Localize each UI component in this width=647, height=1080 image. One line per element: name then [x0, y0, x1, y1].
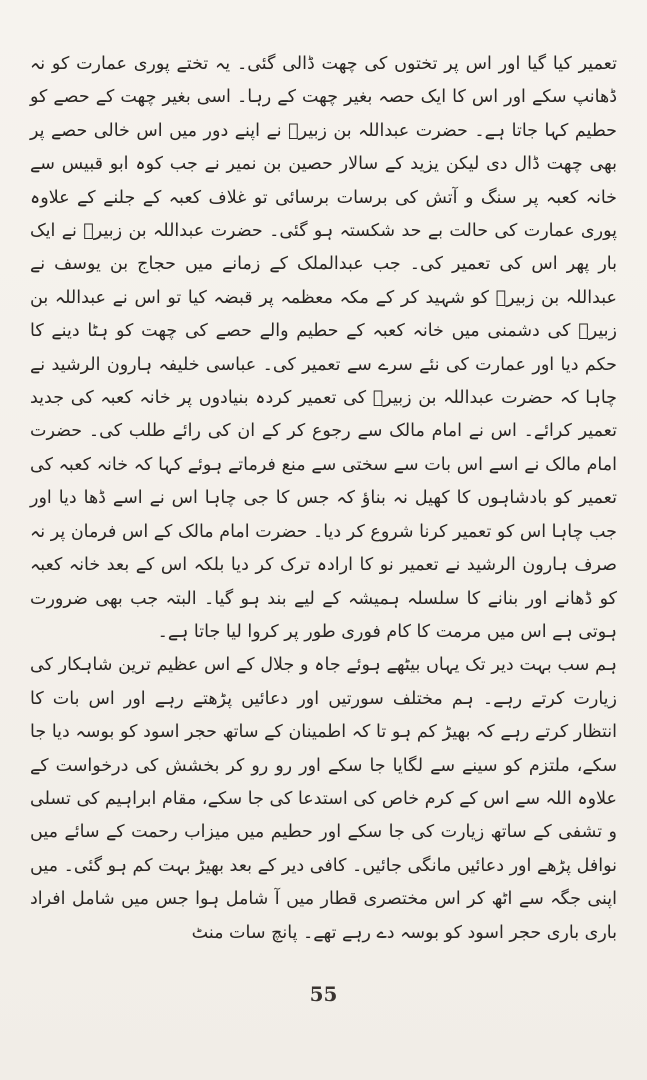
paragraph-2: ہم سب بہت دیر تک یہاں بیٹھے ہوئے جاہ و جلال کے اس عظیم ترین شاہکار کی زیارت کرتے رہے۔ ہم مختلف سورتیں اور دعائیں پڑھتے رہے اور اس بات کا انتظار کرتے رہے کہ بھیڑ کم ہو تا کہ اطمینان کے ساتھ حجر اسود کو بوسہ دیا جا سکے، ملتزم کو سینے سے لگایا جا سکے اور رو رو کر بخشش کی درخواست کے علاوہ اللہ سے اس کے کرم خاص کی استدعا کی جا سکے، مقام ابراہیم کی تسلی و تشفی کے ساتھ زیارت کی جا سکے اور حطیم میں میزاب رحمت کے سائے میں نوافل پڑھے اور دعائیں مانگی جائیں۔ کافی دیر کے بعد بھیڑ بہت کم ہو گئی۔ میں اپنی جگہ سے اٹھ کر اس مختصری قطار میں آ شامل ہوا جس میں شامل افراد باری باری حجر اسود کو بوسہ دے رہے تھے۔ پانچ سات منٹ: [30, 655, 617, 943]
page-number: 55: [309, 982, 338, 1006]
paragraph-1: تعمیر کیا گیا اور اس پر تختوں کی چھت ڈالی گئی۔ یہ تختے پوری عمارت کو نہ ڈھانپ سکے اور اس کا ایک حصہ بغیر چھت کے رہا۔ اسی بغیر چھت کے حصے کو حطیم کہا جاتا ہے۔ حضرت عبداللہ بن زبیرؓ نے اپنے دور میں اس خالی حصے پر بھی چھت ڈال دی لیکن یزید کے سالار حصین بن نمیر نے جب کوہ ابو قبیس سے خانہ کعبہ پر سنگ و آتش کی برسات برسائی تو غلاف کعبہ کے جلنے کے علاوہ پوری عمارت کی حالت بے حد شکستہ ہو گئی۔ حضرت عبداللہ بن زبیرؓ نے ایک بار پھر اس کی تعمیر کی۔ جب عبدالملک کے زمانے میں حجاج بن یوسف نے عبداللہ بن زبیرؓ کو شہید کر کے مکہ معظمہ پر قبضہ کیا تو اس نے عبداللہ بن زبیرؓ کی دشمنی میں خانہ کعبہ کے حطیم والے حصے کی چھت کو ہٹا دینے کا حکم دیا اور عمارت کی نئے سرے سے تعمیر کی۔ عباسی خلیفہ ہارون الرشید نے چاہا کہ حضرت عبداللہ بن زبیرؓ کی تعمیر کردہ بنیادوں پر خانہ کعبہ کی جدید تعمیر کرائے۔ اس نے امام مالک سے رجوع کر کے ان کی رائے طلب کی۔ حضرت امام مالک نے اسے اس بات سے سختی سے منع فرماتے ہوئے کہا کہ خانہ کعبہ کی تعمیر کو بادشاہوں کا کھیل نہ بناؤ کہ جس کا جی چاہا اس نے اسے ڈھا دیا اور جب چاہا اس کو تعمیر کرنا شروع کر دیا۔ حضرت امام مالک کے اس فرمان پر نہ صرف ہارون الرشید نے تعمیر نو کا ارادہ ترک کر دیا بلکہ اس کے بعد خانہ کعبہ کو ڈھانے اور بنانے کا سلسلہ ہمیشہ کے لیے بند ہو گیا۔ البتہ جب بھی ضرورت ہوتی ہے اس میں مرمت کا کام فوری طور پر کروا لیا جاتا ہے۔: [30, 54, 617, 642]
page-body: [30, 48, 617, 950]
